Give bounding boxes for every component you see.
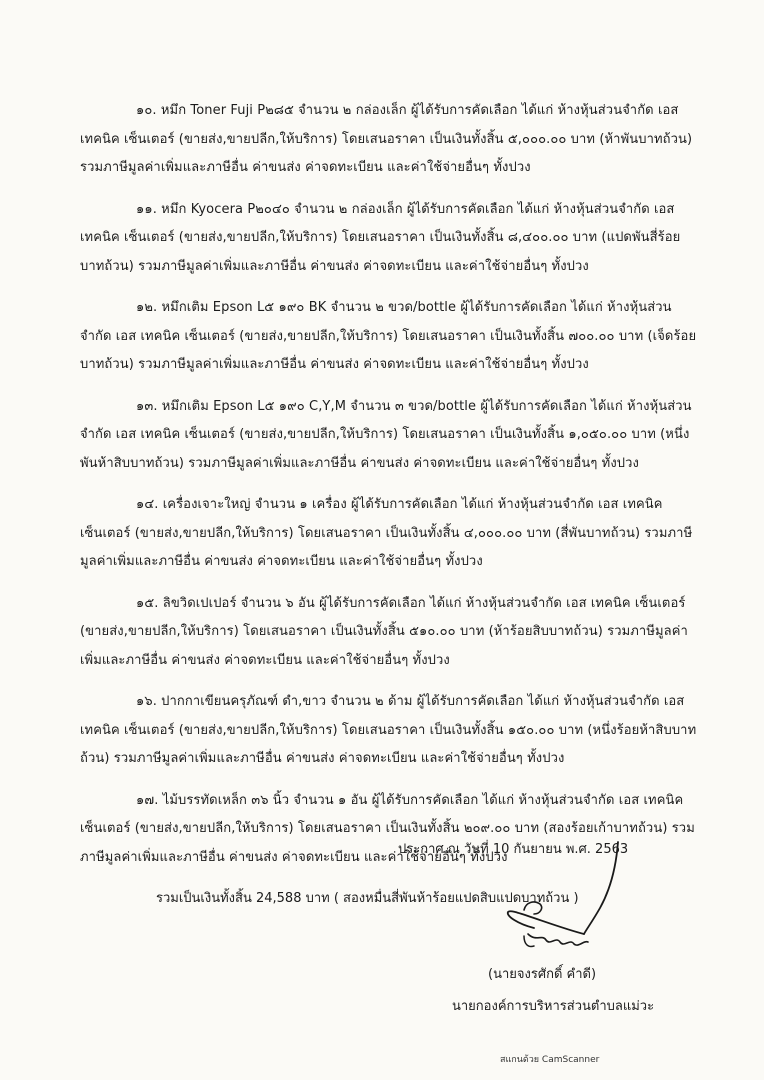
announcement-date: ประกาศ ณ วันที่ 10 กันยายน พ.ศ. 2563 xyxy=(398,842,629,857)
item-10-paragraph: ๑๐. หมึก Toner Fuji P๒๘๕ จำนวน ๒ กล่องเล็ก ผู้ได้รับการคัดเลือก ได้แก่ ห้างหุ้นส่วนจำกัด เอส เทคนิค เซ็นเตอร์ (ขายส่ง,ขายปลีก,ให้บริการ) โดยเสนอราคา เป็นเงินทั้งสิ้น ๕,๐๐๐.๐๐ บาท (ห้าพันบาทถ้วน) รวมภาษีมูลค่าเพิ่มและภาษีอื่น ค่าขนส่ง ค่าจดทะเบียน และค่าใช้จ่ายอื่นๆ ทั้งปวง xyxy=(80,103,693,175)
item-15-paragraph: ๑๕. ลิขวิดเปเปอร์ จำนวน ๖ อัน ผู้ได้รับการคัดเลือก ได้แก่ ห้างหุ้นส่วนจำกัด เอส เทคนิค เซ็นเตอร์ (ขายส่ง,ขายปลีก,ให้บริการ) โดยเสนอราคา เป็นเงินทั้งสิ้น ๕๑๐.๐๐ บาท (ห้าร้อยสิบบาทถ้วน) รวมภาษีมูลค่าเพิ่มและภาษีอื่น ค่าขนส่ง ค่าจดทะเบียน และค่าใช้จ่ายอื่นๆ ทั้งปวง xyxy=(80,595,688,668)
item-16-paragraph: ๑๖. ปากกาเขียนครุภัณฑ์ ดำ,ขาว จำนวน ๒ ด้าม ผู้ได้รับการคัดเลือก ได้แก่ ห้างหุ้นส่วนจำกัด เอส เทคนิค เซ็นเตอร์ (ขายส่ง,ขายปลีก,ให้บริการ) โดยเสนอราคา เป็นเงินทั้งสิ้น ๑๕๐.๐๐ บาท (หนึ่งร้อยห้าสิบบาทถ้วน) รวมภาษีมูลค่าเพิ่มและภาษีอื่น ค่าขนส่ง ค่าจดทะเบียน และค่าใช้จ่ายอื่นๆ ทั้งปวง xyxy=(80,694,697,766)
item-17-paragraph: ๑๗. ไม้บรรทัดเหล็ก ๓๖ นิ้ว จำนวน ๑ อัน ผู้ได้รับการคัดเลือก ได้แก่ ห้างหุ้นส่วนจำกัด เอส เทคนิค เซ็นเตอร์ (ขายส่ง,ขายปลีก,ให้บริการ) โดยเสนอราคา เป็นเงินทั้งสิ้น ๒๐๙.๐๐ บาท (สองร้อยเก้าบาทถ้วน) รวมภาษีมูลค่าเพิ่มและภาษีอื่น ค่าขนส่ง ค่าจดทะเบียน และค่าใช้จ่ายอื่นๆ ทั้งปวง xyxy=(80,792,695,865)
document-body xyxy=(80,97,702,913)
item-14-paragraph: ๑๔. เครื่องเจาะใหญ่ จำนวน ๑ เครื่อง ผู้ได้รับการคัดเลือก ได้แก่ ห้างหุ้นส่วนจำกัด เอส เทคนิค เซ็นเตอร์ (ขายส่ง,ขายปลีก,ให้บริการ) โดยเสนอราคา เป็นเงินทั้งสิ้น ๔,๐๐๐.๐๐ บาท (สี่พันบาทถ้วน) รวมภาษีมูลค่าเพิ่มและภาษีอื่น ค่าขนส่ง ค่าจดทะเบียน และค่าใช้จ่ายอื่นๆ ทั้งปวง xyxy=(80,497,693,569)
item-11-paragraph: ๑๑. หมึก Kyocera P๒๐๔๐ จำนวน ๒ กล่องเล็ก ผู้ได้รับการคัดเลือก ได้แก่ ห้างหุ้นส่วนจำกัด เอส เทคนิค เซ็นเตอร์ (ขายส่ง,ขายปลีก,ให้บริการ) โดยเสนอราคา เป็นเงินทั้งสิ้น ๘,๔๐๐.๐๐ บาท (แปดพันสี่ร้อยบาทถ้วน) รวมภาษีมูลค่าเพิ่มและภาษีอื่น ค่าขนส่ง ค่าจดทะเบียน และค่าใช้จ่ายอื่นๆ ทั้งปวง xyxy=(80,201,681,274)
scanner-watermark: สแกนด้วย CamScanner xyxy=(500,1055,600,1065)
item-13-paragraph: ๑๓. หมึกเติม Epson L๕ ๑๙๐ C,Y,M จำนวน ๓ ขวด/bottle ผู้ได้รับการคัดเลือก ได้แก่ ห้างหุ้นส่วนจำกัด เอส เทคนิค เซ็นเตอร์ (ขายส่ง,ขายปลีก,ให้บริการ) โดยเสนอราคา เป็นเงินทั้งสิ้น ๑,๐๕๐.๐๐ บาท (หนึ่งพันห้าสิบบาทถ้วน) รวมภาษีมูลค่าเพิ่มและภาษีอื่น ค่าขนส่ง ค่าจดทะเบียน และค่าใช้จ่ายอื่นๆ ทั้งปวง xyxy=(80,398,692,471)
signatory-title: นายกองค์การบริหารส่วนตำบลแม่วะ xyxy=(452,999,655,1014)
handwritten-signature xyxy=(488,838,638,958)
signatory-name: (นายจงรศักดิ์ คำดี) xyxy=(488,967,597,982)
item-12-paragraph: ๑๒. หมึกเติม Epson L๕ ๑๙๐ BK จำนวน ๒ ขวด/bottle ผู้ได้รับการคัดเลือก ได้แก่ ห้างหุ้นส่วนจำกัด เอส เทคนิค เซ็นเตอร์ (ขายส่ง,ขายปลีก,ให้บริการ) โดยเสนอราคา เป็นเงินทั้งสิ้น ๗๐๐.๐๐ บาท (เจ็ดร้อยบาทถ้วน) รวมภาษีมูลค่าเพิ่มและภาษีอื่น ค่าขนส่ง ค่าจดทะเบียน และค่าใช้จ่ายอื่นๆ ทั้งปวง xyxy=(80,300,697,372)
grand-total: รวมเป็นเงินทั้งสิ้น 24,588 บาท ( สองหมื่นสี่พันห้าร้อยแปดสิบแปดบาทถ้วน ) xyxy=(156,891,579,906)
